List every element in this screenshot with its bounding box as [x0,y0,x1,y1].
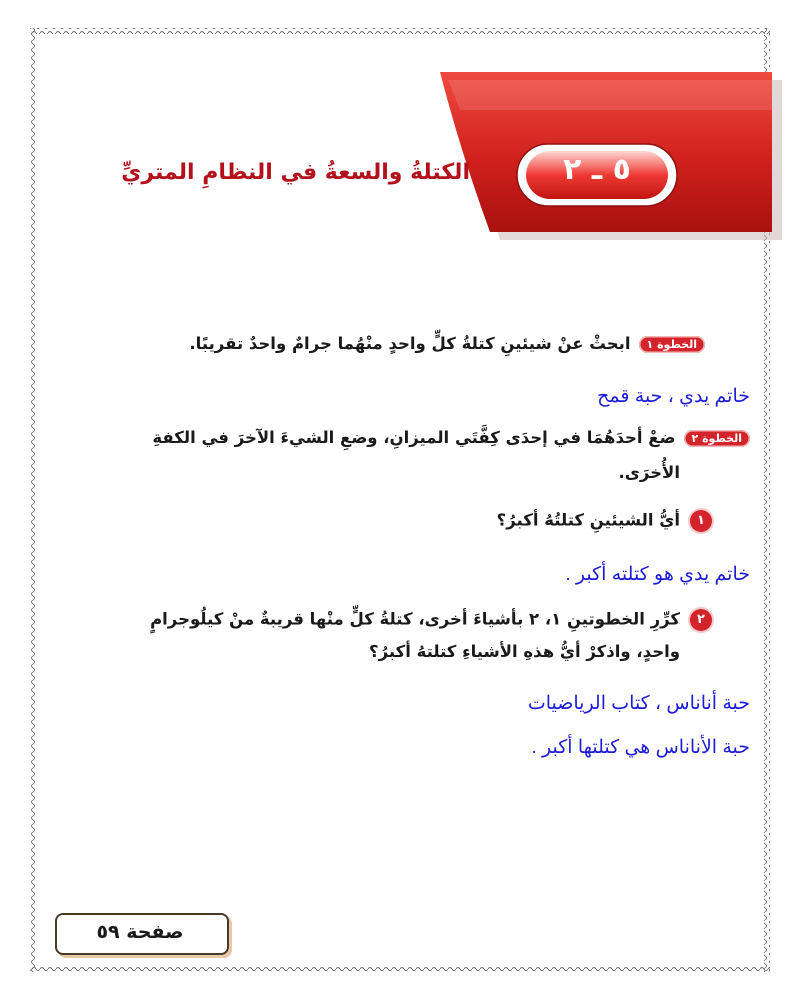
page-number: صفحة ٥٩ [96,921,184,943]
step1-answer: خاتم يدي ، حبة قمح [597,386,750,407]
question2-number-icon: ٢ [690,609,712,631]
question1 [497,510,712,532]
step1-badge: الخطوة ١ [639,336,705,353]
question1-answer: خاتم يدي هو كتلته أكبر . [565,564,750,585]
lesson-title: الكتلةُ والسعةُ في النظامِ المتريِّ [121,160,470,185]
step2-instruction [152,428,750,447]
lesson-number: ٥ ـ ٢ [563,152,631,187]
step1-text: ابحثْ عنْ شيئينِ كتلةُ كلٍّ واحدٍ منْهُما جرامٌ واحدٌ تقريبًا. [189,334,631,353]
step1-instruction [189,334,705,353]
question2 [150,609,712,631]
question1-number-icon: ١ [690,510,712,532]
question2-answer-line1: حبة أناناس ، كتاب الرياضيات [527,693,750,714]
lesson-header-graphic [0,0,800,300]
question2-text-line2: واحدٍ، واذكرْ أيُّ هذهِ الأشياءِ كتلتهُ أكبرُ؟ [369,642,680,661]
question2-text-line1: كرِّرِ الخطوتينِ ١، ٢ بأشياءَ أخرى، كتلةُ كلٍّ منْها قريبةٌ منْ كيلُوجرامٍ [150,609,680,629]
step2-badge: الخطوة ٢ [684,430,750,447]
step2-text-line1: ضعْ أحدَهُمَا في إحدَى كِفَّتَي الميزانِ، وضعِ الشيءَ الآخرَ في الكفةِ [152,428,676,447]
question1-text: أيُّ الشيئينِ كتلتُهُ أكبرُ؟ [496,510,680,530]
question2-answer-line2: حبة الأناناس هي كتلتها أكبر . [531,737,750,758]
step2-text-line2: الأُخرَى. [618,463,680,482]
